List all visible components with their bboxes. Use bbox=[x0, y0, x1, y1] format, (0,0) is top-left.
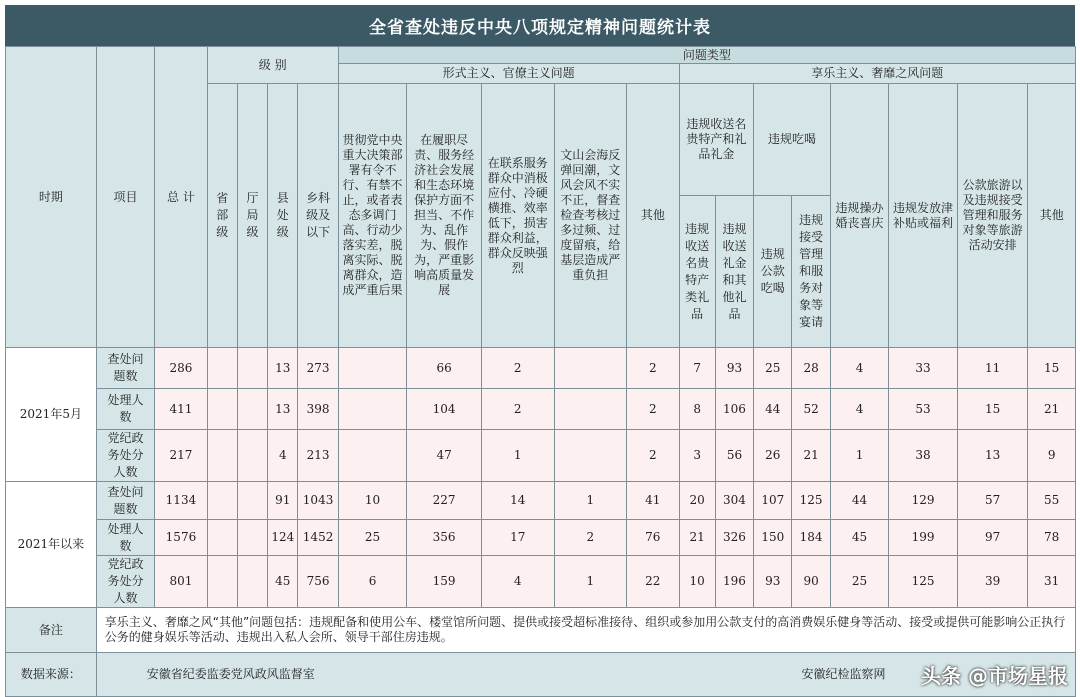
cell: 2 bbox=[481, 389, 554, 430]
cell bbox=[207, 556, 237, 608]
cell: 273 bbox=[298, 348, 338, 389]
table-row bbox=[6, 482, 1076, 520]
cell bbox=[338, 348, 407, 389]
table-row bbox=[6, 430, 1076, 482]
cell: 356 bbox=[407, 520, 482, 556]
table-title: 全省查处违反中央八项规定精神问题统计表 bbox=[5, 5, 1075, 46]
cell: 22 bbox=[627, 556, 679, 608]
table-row bbox=[6, 520, 1076, 556]
header-total: 总 计 bbox=[155, 47, 207, 348]
header-formalism-meetings: 文山会海反弹回潮，文风会风不实不正，督查检查考核过多过频、过度留痕，给基层造成严重负担 bbox=[554, 84, 627, 348]
cell: 57 bbox=[957, 482, 1028, 520]
cell: 90 bbox=[792, 556, 830, 608]
cell bbox=[338, 389, 407, 430]
cell: 4 bbox=[830, 389, 888, 430]
period-label: 2021年5月 bbox=[6, 348, 97, 482]
row-item-label: 处理人数 bbox=[96, 389, 154, 430]
header-hedonism: 享乐主义、奢靡之风问题 bbox=[679, 64, 1075, 84]
cell: 2 bbox=[627, 389, 679, 430]
cell: 15 bbox=[957, 389, 1028, 430]
cell: 53 bbox=[889, 389, 958, 430]
statistics-table bbox=[5, 46, 1076, 697]
cell: 184 bbox=[792, 520, 830, 556]
cell: 13 bbox=[268, 389, 298, 430]
cell: 41 bbox=[627, 482, 679, 520]
cell: 93 bbox=[715, 348, 753, 389]
cell bbox=[207, 348, 237, 389]
header-dining-banquet: 违规接受管理和服务对象等宴请 bbox=[792, 196, 830, 348]
cell: 6 bbox=[338, 556, 407, 608]
header-gifts-cash: 违规收送礼金和其他礼品 bbox=[715, 196, 753, 348]
cell: 3 bbox=[679, 430, 715, 482]
source-website: 安徽纪检监察网 bbox=[801, 667, 886, 681]
header-formalism-other: 其他 bbox=[627, 84, 679, 348]
cell: 2 bbox=[627, 348, 679, 389]
cell bbox=[237, 348, 267, 389]
cell: 4 bbox=[830, 348, 888, 389]
cell: 13 bbox=[957, 430, 1028, 482]
header-hedonism-subsidy: 违规发放津补贴或福利 bbox=[889, 84, 958, 348]
cell: 13 bbox=[268, 348, 298, 389]
cell: 31 bbox=[1028, 556, 1076, 608]
note-label: 备注 bbox=[6, 608, 97, 653]
cell: 21 bbox=[792, 430, 830, 482]
cell bbox=[554, 430, 627, 482]
cell: 10 bbox=[679, 556, 715, 608]
header-formalism-duty: 在履职尽责、服务经济社会发展和生态环境保护方面不担当、不作为、乱作为、假作为，严重影响高质量发展 bbox=[407, 84, 482, 348]
cell: 10 bbox=[338, 482, 407, 520]
cell: 78 bbox=[1028, 520, 1076, 556]
cell: 1 bbox=[830, 430, 888, 482]
cell bbox=[237, 520, 267, 556]
source-label: 数据来源： bbox=[6, 653, 97, 697]
cell: 1043 bbox=[298, 482, 338, 520]
cell: 55 bbox=[1028, 482, 1076, 520]
cell: 4 bbox=[481, 556, 554, 608]
cell: 326 bbox=[715, 520, 753, 556]
cell: 104 bbox=[407, 389, 482, 430]
header-problem-type: 问题类型 bbox=[338, 47, 1075, 64]
header-formalism-decision: 贯彻党中央重大决策部署有令不行、有禁不止，或者表态多调门高、行动少落实差，脱离实际、脱离群众，造成严重后果 bbox=[338, 84, 407, 348]
cell bbox=[207, 389, 237, 430]
cell: 76 bbox=[627, 520, 679, 556]
header-gifts-specialty: 违规收送名贵特产类礼品 bbox=[679, 196, 715, 348]
cell-total: 1576 bbox=[155, 520, 207, 556]
cell: 106 bbox=[715, 389, 753, 430]
row-item-label: 查处问题数 bbox=[96, 348, 154, 389]
cell-total: 411 bbox=[155, 389, 207, 430]
header-hedonism-dining: 违规吃喝 bbox=[754, 84, 831, 196]
header-level-township: 乡科级及以下 bbox=[298, 84, 338, 348]
header-level-bureau: 厅局级 bbox=[237, 84, 267, 348]
cell: 45 bbox=[268, 556, 298, 608]
cell: 1452 bbox=[298, 520, 338, 556]
cell: 66 bbox=[407, 348, 482, 389]
header-level-province: 省部级 bbox=[207, 84, 237, 348]
header-formalism: 形式主义、官僚主义问题 bbox=[338, 64, 679, 84]
row-item-label: 处理人数 bbox=[96, 520, 154, 556]
cell bbox=[237, 389, 267, 430]
table-row bbox=[6, 556, 1076, 608]
cell: 8 bbox=[679, 389, 715, 430]
cell-total: 801 bbox=[155, 556, 207, 608]
cell: 150 bbox=[754, 520, 792, 556]
cell bbox=[554, 348, 627, 389]
header-formalism-masses: 在联系服务群众中消极应付、冷硬横推、效率低下，损害群众利益，群众反映强烈 bbox=[481, 84, 554, 348]
header-hedonism-gifts: 违规收送名贵特产和礼品礼金 bbox=[679, 84, 754, 196]
cell bbox=[237, 430, 267, 482]
cell: 47 bbox=[407, 430, 482, 482]
cell bbox=[338, 430, 407, 482]
cell: 91 bbox=[268, 482, 298, 520]
cell-total: 1134 bbox=[155, 482, 207, 520]
cell-total: 286 bbox=[155, 348, 207, 389]
row-item-label: 查处问题数 bbox=[96, 482, 154, 520]
cell: 26 bbox=[754, 430, 792, 482]
header-level-county: 县处级 bbox=[268, 84, 298, 348]
cell: 2 bbox=[554, 520, 627, 556]
cell: 28 bbox=[792, 348, 830, 389]
cell: 44 bbox=[754, 389, 792, 430]
source-office: 安徽省纪委监委党风政风监督室 bbox=[146, 667, 315, 681]
cell: 227 bbox=[407, 482, 482, 520]
cell: 159 bbox=[407, 556, 482, 608]
cell: 1 bbox=[554, 482, 627, 520]
cell: 107 bbox=[754, 482, 792, 520]
cell bbox=[207, 482, 237, 520]
cell: 196 bbox=[715, 556, 753, 608]
cell bbox=[237, 556, 267, 608]
cell: 9 bbox=[1028, 430, 1076, 482]
header-hedonism-travel: 公款旅游以及违规接受管理和服务对象等旅游活动安排 bbox=[957, 84, 1028, 348]
header-hedonism-wedding: 违规操办婚丧喜庆 bbox=[830, 84, 888, 348]
row-item-label: 党纪政务处分人数 bbox=[96, 556, 154, 608]
cell: 15 bbox=[1028, 348, 1076, 389]
cell: 1 bbox=[481, 430, 554, 482]
cell: 129 bbox=[889, 482, 958, 520]
header-hedonism-other: 其他 bbox=[1028, 84, 1076, 348]
cell: 21 bbox=[679, 520, 715, 556]
cell: 33 bbox=[889, 348, 958, 389]
cell bbox=[554, 389, 627, 430]
cell: 97 bbox=[957, 520, 1028, 556]
cell: 25 bbox=[338, 520, 407, 556]
cell: 56 bbox=[715, 430, 753, 482]
table-row bbox=[6, 389, 1076, 430]
watermark: 头条 @市场星报 bbox=[921, 664, 1068, 688]
header-item: 项目 bbox=[96, 47, 154, 348]
cell: 52 bbox=[792, 389, 830, 430]
cell: 2 bbox=[627, 430, 679, 482]
cell: 25 bbox=[754, 348, 792, 389]
cell: 125 bbox=[889, 556, 958, 608]
header-period: 时期 bbox=[6, 47, 97, 348]
cell: 39 bbox=[957, 556, 1028, 608]
header-dining-public: 违规公款吃喝 bbox=[754, 196, 792, 348]
cell: 20 bbox=[679, 482, 715, 520]
cell: 756 bbox=[298, 556, 338, 608]
cell: 44 bbox=[830, 482, 888, 520]
header-level: 级 别 bbox=[207, 47, 338, 84]
cell bbox=[207, 430, 237, 482]
cell: 17 bbox=[481, 520, 554, 556]
cell: 1 bbox=[554, 556, 627, 608]
cell bbox=[207, 520, 237, 556]
cell: 45 bbox=[830, 520, 888, 556]
cell-total: 217 bbox=[155, 430, 207, 482]
cell: 125 bbox=[792, 482, 830, 520]
cell bbox=[237, 482, 267, 520]
note-text: 享乐主义、奢靡之风“其他”问题包括：违规配备和使用公车、楼堂馆所问题、提供或接受超标准接待、组织或参加用公款支付的高消费娱乐健身等活动、接受或提供可能影响公正执行公务的健身娱乐等活动、违规出入私人会所、领导干部住房违规。 bbox=[96, 608, 1075, 653]
cell: 213 bbox=[298, 430, 338, 482]
cell: 93 bbox=[754, 556, 792, 608]
period-label: 2021年以来 bbox=[6, 482, 97, 608]
cell: 25 bbox=[830, 556, 888, 608]
cell: 4 bbox=[268, 430, 298, 482]
cell: 14 bbox=[481, 482, 554, 520]
cell: 2 bbox=[481, 348, 554, 389]
row-item-label: 党纪政务处分人数 bbox=[96, 430, 154, 482]
cell: 304 bbox=[715, 482, 753, 520]
cell: 38 bbox=[889, 430, 958, 482]
cell: 7 bbox=[679, 348, 715, 389]
cell: 124 bbox=[268, 520, 298, 556]
cell: 199 bbox=[889, 520, 958, 556]
cell: 11 bbox=[957, 348, 1028, 389]
cell: 398 bbox=[298, 389, 338, 430]
table-row bbox=[6, 348, 1076, 389]
cell: 21 bbox=[1028, 389, 1076, 430]
